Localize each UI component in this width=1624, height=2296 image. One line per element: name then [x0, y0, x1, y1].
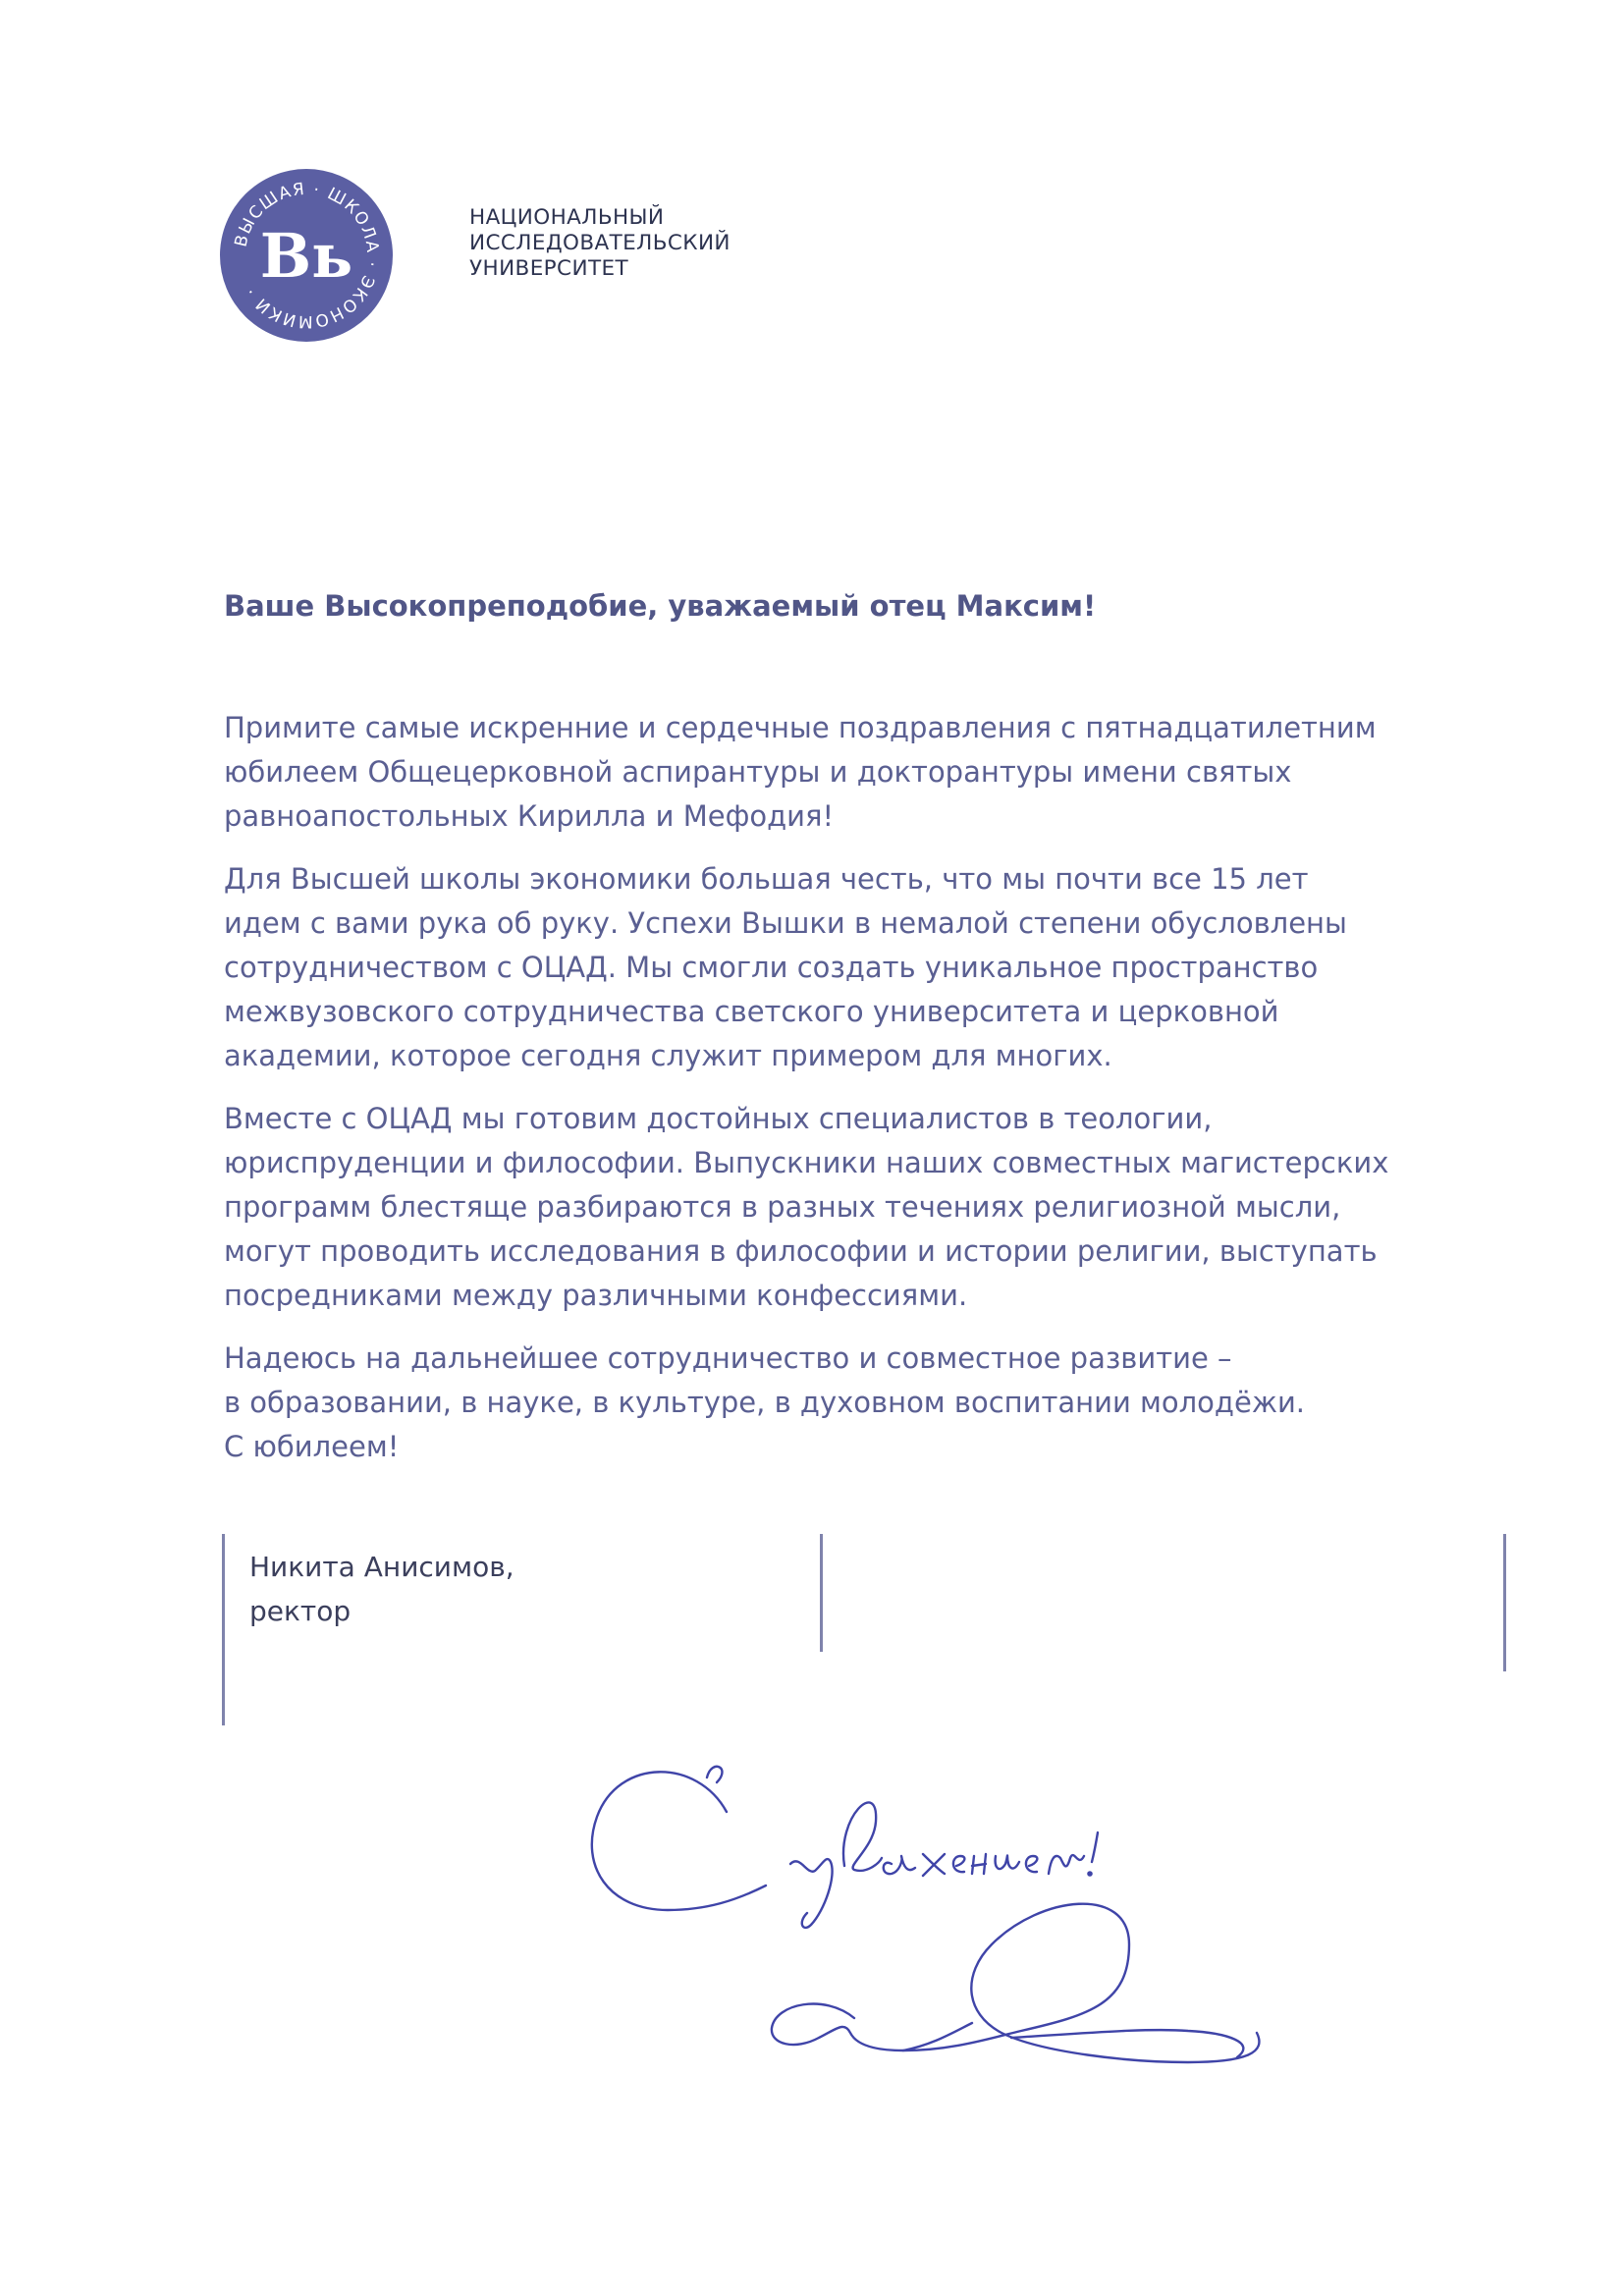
text-line: программ блестяще разбираются в разных течениях религиозной мысли,: [224, 1190, 1341, 1224]
paragraph: [224, 857, 1520, 1078]
text-line: могут проводить исследования в философии и истории религии, выступать: [224, 1234, 1378, 1268]
hse-logo-icon: [218, 167, 395, 344]
text-line: равноапостольных Кирилла и Мефодия!: [224, 799, 835, 833]
text-line: посредниками между различными конфессиями.: [224, 1279, 968, 1312]
university-name: [469, 205, 731, 282]
university-name-line: ИССЛЕДОВАТЕЛЬСКИЙ: [469, 231, 731, 255]
text-line: академии, которое сегодня служит примером для многих.: [224, 1039, 1112, 1072]
text-line: Примите самые искренние и сердечные поздравления с пятнадцатилетним: [224, 711, 1377, 744]
signer-title: ректор: [249, 1595, 352, 1627]
paragraph: [224, 1097, 1520, 1318]
text-line: С юбилеем!: [224, 1430, 400, 1463]
text-line: межвузовского сотрудничества светского университета и церковной: [224, 995, 1279, 1028]
greeting: Ваше Высокопреподобие, уважаемый отец Максим!: [224, 589, 1097, 623]
handwritten-signature: [579, 1738, 1542, 2190]
university-name-line: УНИВЕРСИТЕТ: [469, 256, 628, 281]
footer-divider: [820, 1534, 823, 1652]
paragraph: [224, 706, 1520, 839]
text-line: Надеюсь на дальнейшее сотрудничество и совместное развитие –: [224, 1341, 1232, 1375]
letter-body: [224, 706, 1520, 1488]
footer-divider: [222, 1534, 225, 1725]
footer-divider: [1503, 1534, 1506, 1671]
text-line: идем с вами рука об руку. Успехи Вышки в немалой степени обусловлены: [224, 906, 1347, 940]
signer-block: [249, 1545, 514, 1633]
signer-name: Никита Анисимов,: [249, 1551, 514, 1583]
text-line: юриспруденции и философии. Выпускники наших совместных магистерских: [224, 1146, 1389, 1179]
text-line: Вместе с ОЦАД мы готовим достойных специалистов в теологии,: [224, 1102, 1213, 1135]
text-line: юбилеем Общецерковной аспирантуры и докторантуры имени святых: [224, 755, 1292, 789]
text-line: в образовании, в науке, в культуре, в духовном воспитании молодёжи.: [224, 1386, 1306, 1419]
logo-monogram: Вь: [259, 220, 353, 292]
svg-text:ВЫСШАЯ · ШКОЛА · ЭКОНОМИКИ ·: ВЫСШАЯ · ШКОЛА · ЭКОНОМИКИ ·: [231, 179, 383, 332]
university-name-line: НАЦИОНАЛЬНЫЙ: [469, 205, 665, 230]
text-line: Для Высшей школы экономики большая честь, что мы почти все 15 лет: [224, 862, 1309, 896]
hse-logo: [218, 167, 395, 344]
text-line: сотрудничеством с ОЦАД. Мы смогли создать уникальное пространство: [224, 951, 1319, 984]
paragraph: [224, 1337, 1520, 1469]
